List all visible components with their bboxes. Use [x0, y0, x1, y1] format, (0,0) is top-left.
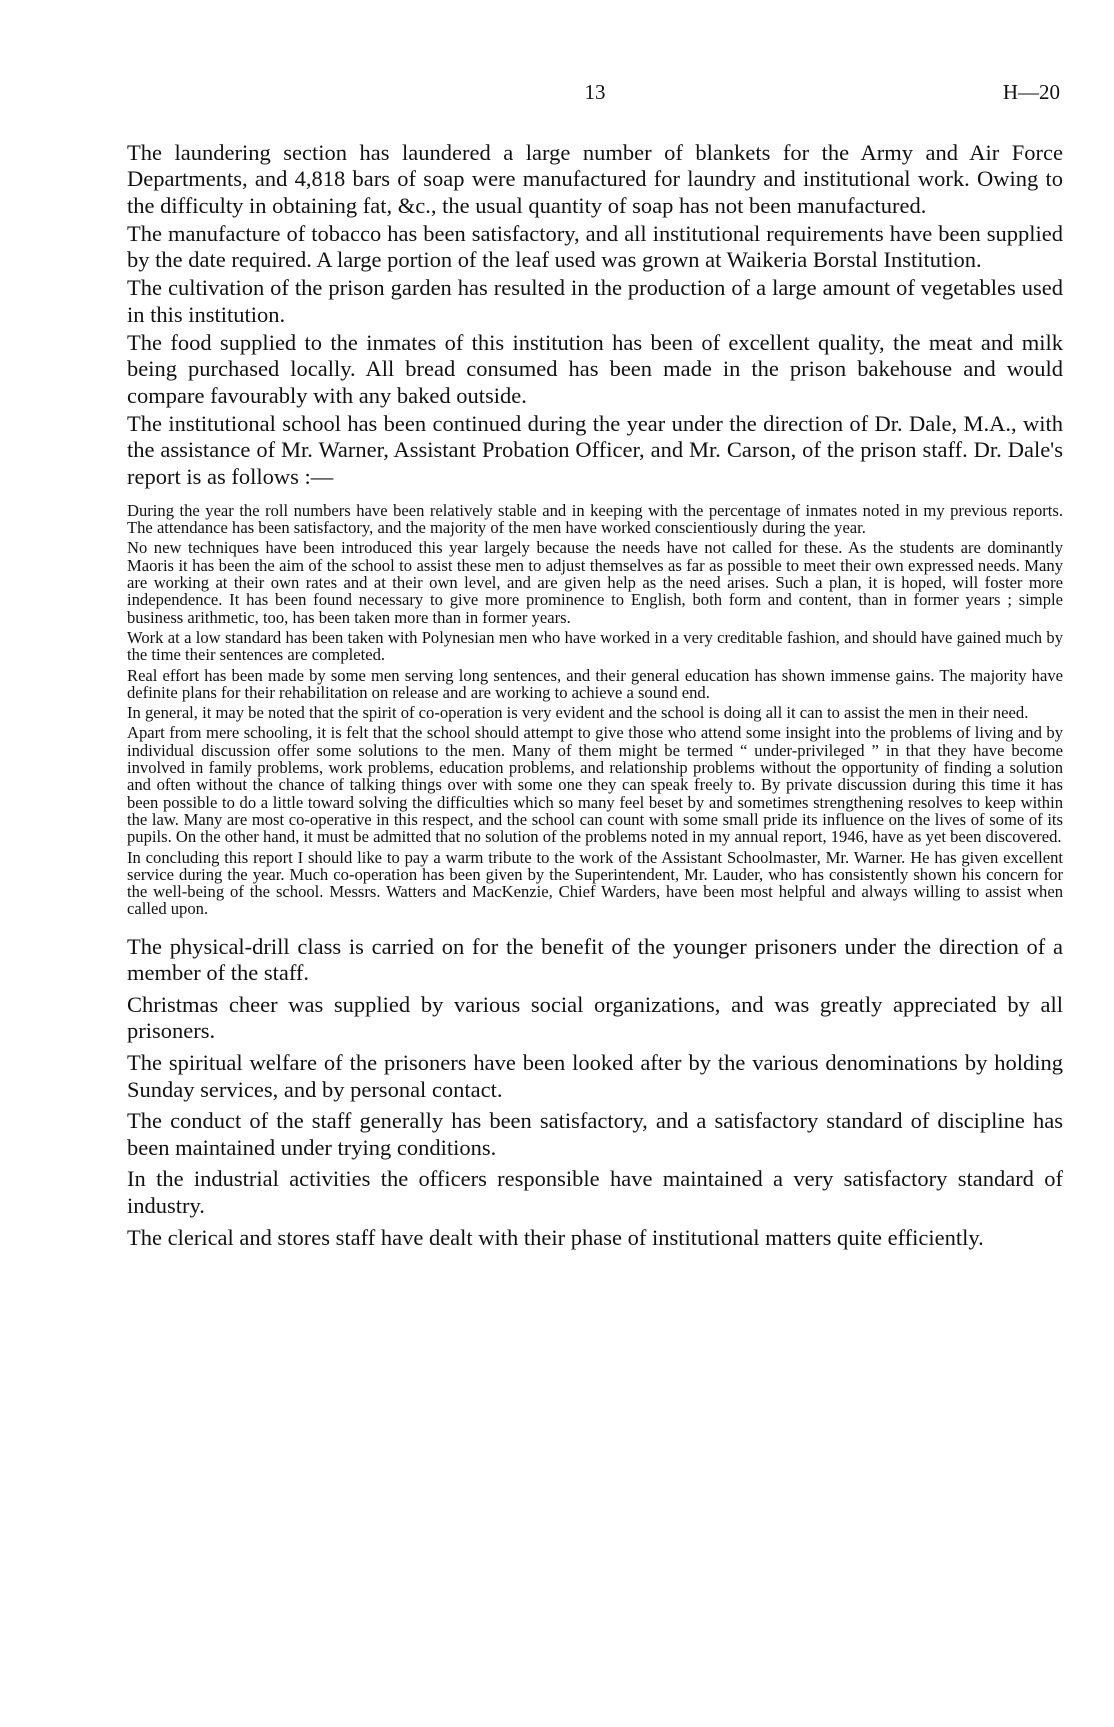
paragraph: The food supplied to the inmates of this institution has been of excellent quality, the meat and milk being purchased locally. All bread consumed has been made in the prison bakehouse and would compare favourably with any baked outside. [127, 330, 1063, 408]
paragraph: The spiritual welfare of the prisoners have been looked after by the various denominations by holding Sunday services, and by personal contact. [127, 1050, 1063, 1102]
report-paragraph: Real effort has been made by some men serving long sentences, and their general education has shown immense gains. The majority have definite plans for their rehabilitation on release and are working to achieve a sound end. [127, 665, 1063, 702]
upper-section [127, 140, 1063, 490]
paragraph: The conduct of the staff generally has been satisfactory, and a satisfactory standard of discipline has been maintained under trying conditions. [127, 1108, 1063, 1160]
report-paragraph: Apart from mere schooling, it is felt that the school should attempt to give those who attend some insight into the problems of living and by individual discussion offer some solutions to the men. Many of them might be termed “ under-privileged ” in that they have become involved in family problems, work problems, education problems, and relationship problems without the opportunity of finding a solution and often without the chance of talking things over with some one they can speak freely to. By private discussion during this time it has been possible to do a little toward solving the difficulties which so many feel beset by and sometimes strengthening resolves to keep within the law. Many are most co-operative in this respect, and the school can count with some small pride its influence on the lives of some of its pupils. On the other hand, it must be admitted that no solution of the problems noted in my annual report, 1946, have as yet been discovered. [127, 723, 1063, 847]
paragraph: The laundering section has laundered a large number of blankets for the Army and Air Force Departments, and 4,818 bars of soap were manufactured for laundry and institutional work. Owing to the difficulty in obtaining fat, &c., the usual quantity of soap has not been manufactured. [127, 140, 1063, 218]
report-paragraph: No new techniques have been introduced this year largely because the needs have not called for these. As the students are dominantly Maoris it has been the aim of the school to assist these men to adjust themselves as far as possible to meet their own expressed needs. Many are working at their own rates and at their own level, and are given help as the need arises. Such a plan, it is hoped, will foster more independence. It has been found necessary to give more prominence to English, both form and content, than in former years ; simple business arithmetic, too, has been taken more than in former years. [127, 538, 1063, 627]
paragraph: The cultivation of the prison garden has resulted in the production of a large amount of vegetables used in this institution. [127, 275, 1063, 327]
report-paragraph: During the year the roll numbers have been relatively stable and in keeping with the percentage of inmates noted in my previous reports. The attendance has been satisfactory, and the majority of the men have worked conscientiously during the year. [127, 500, 1063, 538]
lower-section [127, 934, 1063, 1252]
paragraph: The institutional school has been continued during the year under the direction of Dr. Dale, M.A., with the assistance of Mr. Warner, Assistant Probation Officer, and Mr. Carson, of the prison staff. Dr. Dale's report is as follows :— [127, 410, 1063, 489]
page-number: 13 [584, 80, 606, 104]
quoted-report [127, 502, 1063, 918]
paragraph: The clerical and stores staff have dealt with their phase of institutional matters quite efficiently. [127, 1224, 984, 1250]
paragraph: In the industrial activities the officers responsible have maintained a very satisfactory standard of industry. [127, 1166, 1063, 1219]
report-paragraph: Work at a low standard has been taken with Polynesian men who have worked in a very creditable fashion, and should have gained much by the time their sentences are completed. [127, 627, 1063, 665]
report-paragraph: In concluding this report I should like to pay a warm tribute to the work of the Assistant Schoolmaster, Mr. Warner. He has given excellent service during the year. Much co-operation has been given by the Superintendent, Mr. Lauder, who has consistently shown his concern for the well-being of the school. Messrs. Watters and MacKenzie, Chief Warders, have been most helpful and always willing to assist when called upon. [127, 847, 1063, 919]
paragraph: Christmas cheer was supplied by various social organizations, and was greatly appreciated by all prisoners. [127, 991, 1063, 1044]
document-reference: H—20 [1002, 80, 1060, 104]
paragraph: The manufacture of tobacco has been satisfactory, and all institutional requirements have been supplied by the date required. A large portion of the leaf used was grown at Waikeria Borstal Institution. [127, 220, 1063, 273]
main-text [127, 140, 1063, 1256]
report-paragraph: In general, it may be noted that the spirit of co-operation is very evident and the school is doing all it can to assist the men in their need. [127, 703, 1029, 723]
page-header [130, 80, 1060, 110]
paragraph: The physical-drill class is carried on for the benefit of the younger prisoners under the direction of a member of the staff. [127, 933, 1063, 986]
